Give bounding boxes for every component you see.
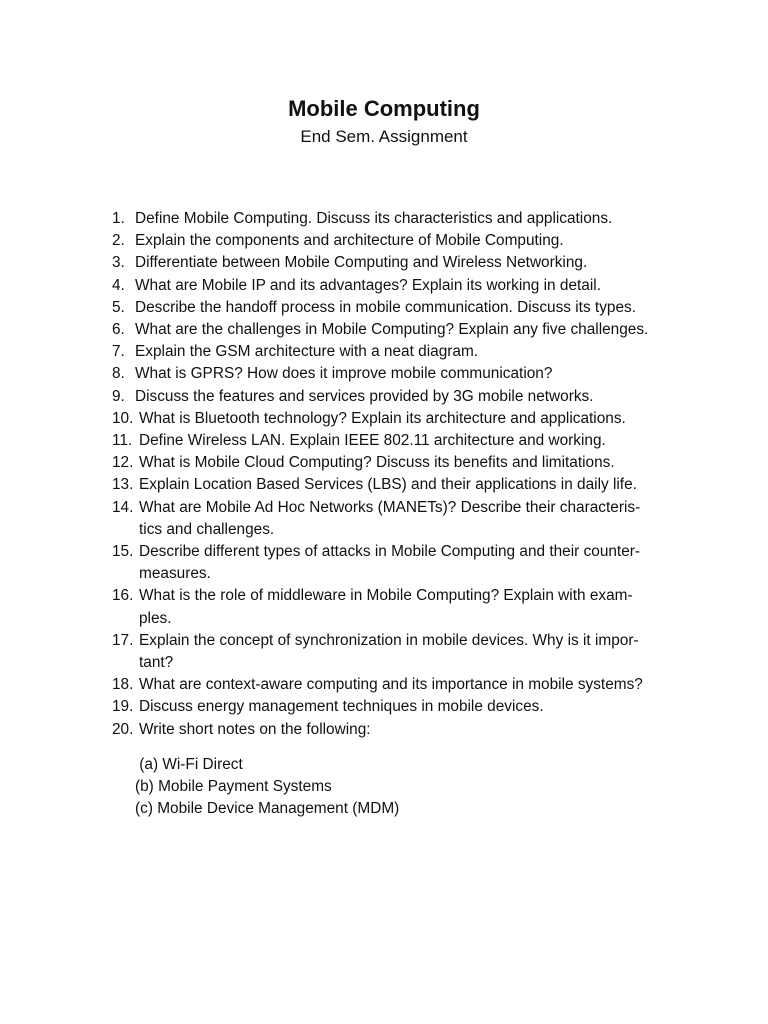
list-item <box>112 341 682 363</box>
question-text: What are Mobile IP and its advantages? Explain its working in detail. <box>135 276 601 294</box>
list-item <box>112 585 682 629</box>
question-text <box>139 497 682 541</box>
question-text: Define Mobile Computing. Discuss its characteristics and applications. <box>135 210 613 227</box>
question-text: What is Bluetooth technology? Explain its architecture and applications. <box>139 409 626 427</box>
question-text: Write short notes on the following: <box>139 720 371 738</box>
list-item <box>112 297 682 319</box>
question-text: Explain the GSM architecture with a neat diagram. <box>135 343 479 361</box>
list-item <box>112 452 682 474</box>
question-number: 3. <box>112 254 125 272</box>
question-text-line: tant? <box>139 654 174 672</box>
question-text: What is GPRS? How does it improve mobile communication? <box>135 365 553 383</box>
list-item <box>112 319 682 341</box>
question-text: What are context-aware computing and its importance in mobile systems? <box>139 676 643 694</box>
list-item <box>112 408 682 430</box>
list-item <box>112 252 682 274</box>
question-number: 7. <box>112 343 125 361</box>
question-number: 12. <box>112 454 134 472</box>
question-text: Explain Location Based Services (LBS) and their applications in daily life. <box>139 476 637 494</box>
list-item <box>112 474 682 496</box>
question-number: 9. <box>112 387 125 405</box>
question-text: Define Wireless LAN. Explain IEEE 802.11 architecture and working. <box>139 432 606 450</box>
short-note-item: (a) Wi-Fi Direct <box>135 756 243 773</box>
page-subtitle: End Sem. Assignment <box>300 127 468 146</box>
list-item <box>112 430 682 452</box>
question-number: 4. <box>112 276 125 294</box>
short-note-item: (c) Mobile Device Management (MDM) <box>135 800 400 818</box>
question-text <box>139 585 682 629</box>
list-item <box>112 630 682 674</box>
question-number: 17. <box>112 631 134 649</box>
list-item <box>112 674 682 696</box>
short-notes-list <box>135 754 399 821</box>
question-list <box>112 208 682 741</box>
question-number: 6. <box>112 321 125 339</box>
list-item <box>112 363 682 385</box>
question-number: 5. <box>112 298 125 316</box>
question-number: 20. <box>112 720 134 738</box>
list-item <box>112 696 682 718</box>
question-text: Discuss energy management techniques in mobile devices. <box>139 698 544 716</box>
question-number: 1. <box>112 210 125 227</box>
list-item <box>112 208 682 230</box>
question-number: 16. <box>112 587 134 605</box>
question-text-line: ples. <box>139 609 172 627</box>
list-item <box>112 230 682 252</box>
question-number: 14. <box>112 498 134 516</box>
question-number: 15. <box>112 543 134 561</box>
question-text: Describe the handoff process in mobile communication. Discuss its types. <box>135 298 636 316</box>
question-text: Explain the components and architecture of Mobile Computing. <box>135 232 564 250</box>
short-note-item: (b) Mobile Payment Systems <box>135 778 332 796</box>
question-number: 18. <box>112 676 134 694</box>
question-number: 2. <box>112 232 125 250</box>
list-item <box>112 541 682 585</box>
question-text-line: What are Mobile Ad Hoc Networks (MANETs)? Describe their characteris- <box>139 498 641 516</box>
question-text <box>139 630 682 674</box>
question-text: What are the challenges in Mobile Computing? Explain any five challenges. <box>135 321 649 339</box>
question-text: Discuss the features and services provided by 3G mobile networks. <box>135 387 594 405</box>
list-item <box>112 386 682 408</box>
question-number: 13. <box>112 476 134 494</box>
page-title: Mobile Computing <box>288 96 480 121</box>
question-text: What is Mobile Cloud Computing? Discuss its benefits and limitations. <box>139 454 615 472</box>
question-number: 8. <box>112 365 125 383</box>
question-text-line: measures. <box>139 565 211 583</box>
question-number: 10. <box>112 409 134 427</box>
list-item <box>112 497 682 541</box>
question-number: 11. <box>112 432 133 450</box>
list-item <box>112 719 682 741</box>
question-text-line: Describe different types of attacks in Mobile Computing and their counter- <box>139 543 641 561</box>
list-item <box>112 275 682 297</box>
question-text-line: Explain the concept of synchronization in mobile devices. Why is it impor- <box>139 631 639 649</box>
question-text-line: tics and challenges. <box>139 520 275 538</box>
question-text <box>139 541 682 585</box>
question-text-line: What is the role of middleware in Mobile Computing? Explain with exam- <box>139 587 633 605</box>
question-text: Differentiate between Mobile Computing and Wireless Networking. <box>135 254 588 272</box>
question-number: 19. <box>112 698 134 716</box>
